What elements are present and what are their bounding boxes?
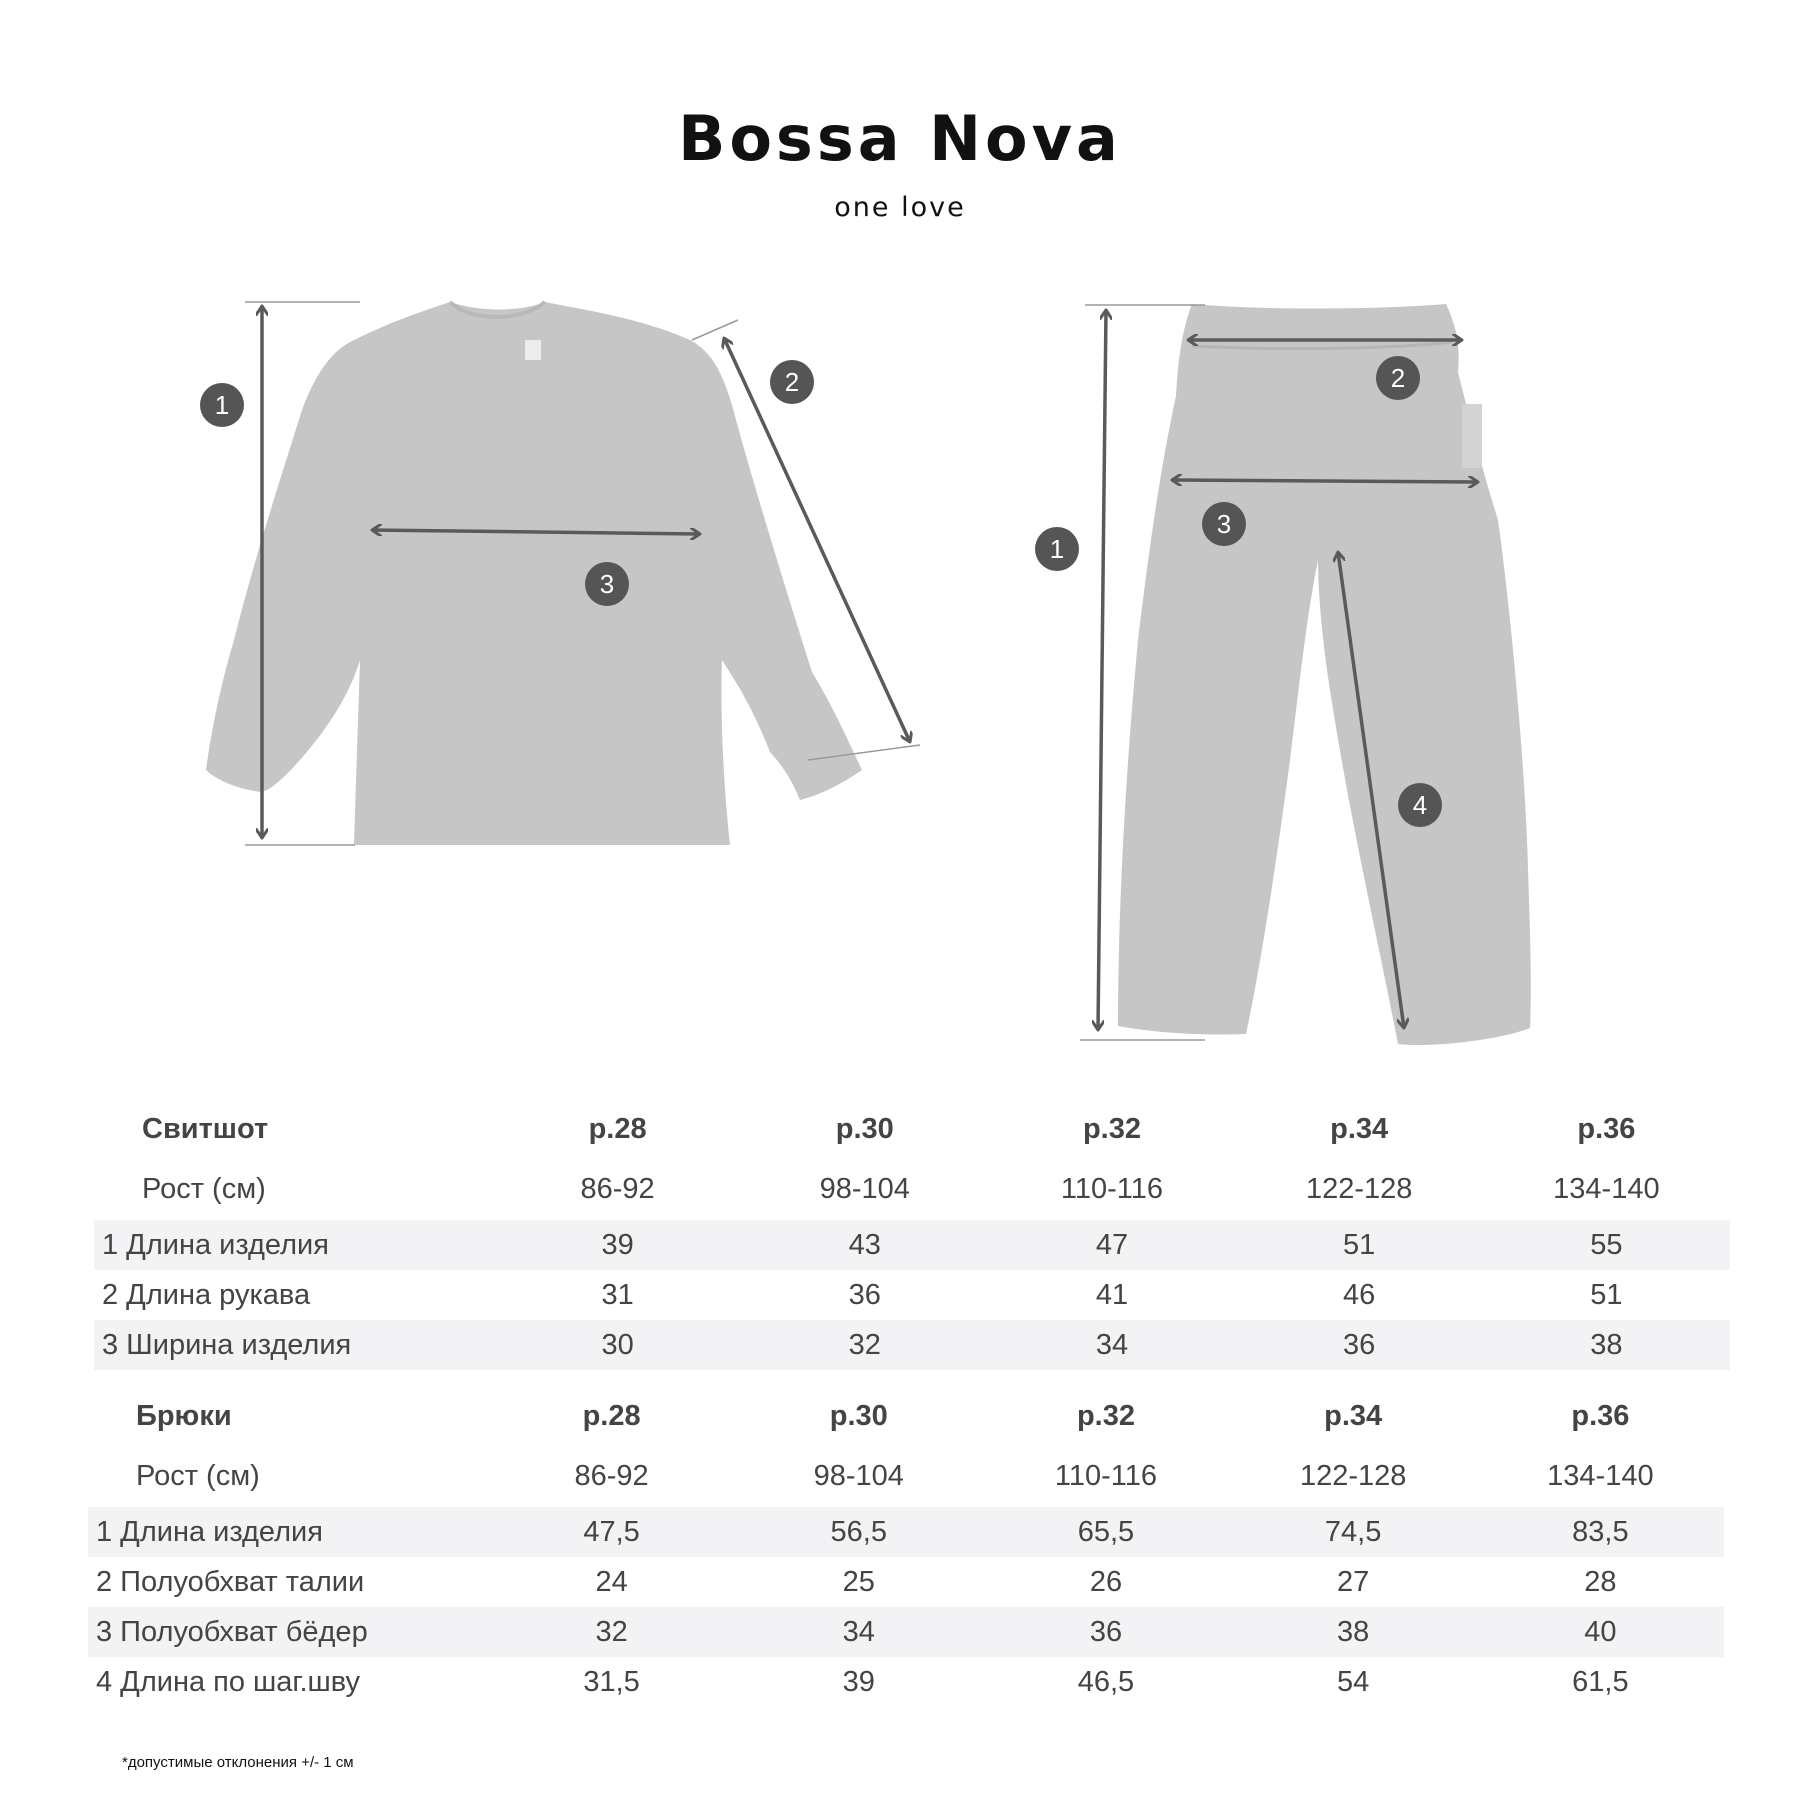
pants-size-table [88,1387,1724,1707]
marker-number: 4 [1412,790,1428,820]
marker-number: 2 [784,367,800,397]
table-cell: 46,5 [1077,1665,1135,1698]
size-header: р.34 [1324,1399,1383,1432]
sweatshirt-size-table [94,1100,1730,1370]
table-header-row [94,1100,1730,1158]
row-label: 3 Ширина изделия [94,1320,494,1370]
table-cell: 86-92 [574,1459,649,1492]
table-title: Свитшот [142,1112,269,1145]
row-label: 1 Длина изделия [94,1220,494,1270]
table-cell: 27 [1337,1565,1370,1598]
marker-badge [585,562,629,606]
marker-number: 2 [1390,363,1406,393]
table-row [88,1557,1724,1607]
table-row [94,1320,1730,1370]
marker-number: 3 [599,569,615,599]
brand-title: Bossa Nova [678,102,1122,175]
size-header: р.32 [1076,1399,1135,1432]
size-header: р.30 [829,1399,888,1432]
table-cell: 36 [1236,1320,1483,1370]
table-header-row [88,1387,1724,1445]
marker-number: 1 [1049,534,1065,564]
size-header: р.34 [1330,1112,1389,1145]
brand-subtitle: one love [834,192,966,223]
size-header: р.36 [1577,1112,1636,1145]
table-cell: 55 [1483,1220,1730,1270]
table-cell: 32 [741,1320,988,1370]
table-row [88,1445,1724,1507]
table-row [88,1607,1724,1657]
table-cell: 38 [1483,1320,1730,1370]
table-cell: 47,5 [488,1507,735,1557]
table-cell: 40 [1477,1607,1724,1657]
marker-badge [1398,783,1442,827]
table-row [88,1657,1724,1707]
row-label: 1 Длина изделия [88,1507,488,1557]
table-cell: 56,5 [735,1507,982,1557]
table-title: Брюки [136,1399,232,1432]
table-cell: 110-116 [1060,1172,1164,1205]
table-cell: 31,5 [583,1665,640,1698]
row-label: 3 Полуобхват бёдер [88,1607,488,1657]
table-cell: 134-140 [1547,1459,1654,1492]
table-cell: 39 [842,1665,875,1698]
table-cell: 47 [988,1220,1235,1270]
table-cell: 31 [601,1278,634,1311]
table-cell: 30 [494,1320,741,1370]
marker-badge [1035,527,1079,571]
table-cell: 34 [735,1607,982,1657]
table-cell: 39 [494,1220,741,1270]
table-row [94,1220,1730,1270]
table-cell: 65,5 [982,1507,1229,1557]
table-row [94,1270,1730,1320]
table-cell: 38 [1230,1607,1477,1657]
table-cell: 98-104 [819,1172,910,1205]
row-label: 2 Полуобхват талии [96,1565,365,1598]
row-label: Рост (см) [136,1459,260,1492]
table-cell: 46 [1343,1278,1376,1311]
table-cell: 122-128 [1299,1459,1407,1492]
marker-badge [200,383,244,427]
table-cell: 61,5 [1572,1665,1629,1698]
row-label: 2 Длина рукава [102,1278,311,1311]
sweatshirt-shape [206,302,862,845]
marker-number: 3 [1216,509,1232,539]
size-header: р.32 [1082,1112,1141,1145]
table-cell: 43 [741,1220,988,1270]
table-cell: 28 [1584,1565,1617,1598]
pants-illustration [1035,304,1531,1045]
marker-number: 1 [214,390,230,420]
table-cell: 74,5 [1230,1507,1477,1557]
table-cell: 36 [982,1607,1229,1657]
table-cell: 110-116 [1054,1459,1158,1492]
marker-badge [1376,356,1420,400]
marker-badge [1202,502,1246,546]
table-cell: 32 [488,1607,735,1657]
table-cell: 41 [1095,1278,1129,1311]
row-label: Рост (см) [142,1172,266,1205]
table-cell: 54 [1337,1665,1370,1698]
row-label: 4 Длина по шаг.шву [96,1665,361,1698]
table-row [94,1158,1730,1220]
table-cell: 134-140 [1553,1172,1660,1205]
size-header: р.30 [835,1112,894,1145]
marker-badge [770,360,814,404]
sweatshirt-illustration [200,302,920,845]
table-cell: 26 [1089,1565,1123,1598]
table-cell: 51 [1590,1278,1623,1311]
table-cell: 51 [1236,1220,1483,1270]
table-row [88,1507,1724,1557]
table-cell: 83,5 [1477,1507,1724,1557]
table-cell: 34 [988,1320,1235,1370]
size-header: р.36 [1571,1399,1630,1432]
table-cell: 98-104 [813,1459,904,1492]
size-header: р.28 [582,1399,641,1432]
label-tag-icon [525,340,541,360]
table-cell: 86-92 [580,1172,655,1205]
table-cell: 122-128 [1305,1172,1413,1205]
table-cell: 25 [842,1565,875,1598]
size-header: р.28 [588,1112,647,1145]
tolerance-note: *допустимые отклонения +/- 1 см [122,1754,354,1771]
table-cell: 36 [848,1278,881,1311]
table-cell: 24 [595,1565,628,1598]
